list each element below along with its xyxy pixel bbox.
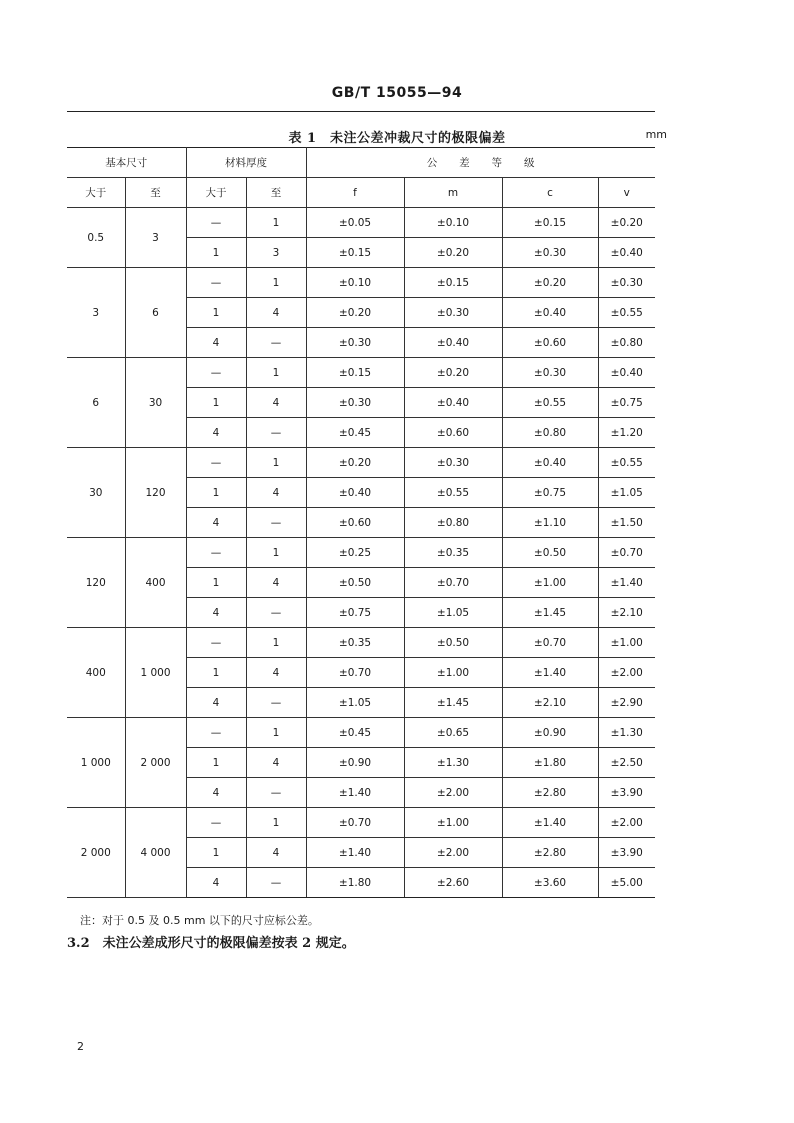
grade-f-cell: ±0.90 (306, 748, 404, 778)
grade-f-cell: ±0.15 (306, 358, 404, 388)
grade-c-cell: ±0.15 (502, 208, 598, 238)
grade-v-cell: ±2.90 (598, 688, 655, 718)
grade-v-cell: ±0.55 (598, 298, 655, 328)
grade-c-cell: ±2.80 (502, 778, 598, 808)
thickness-over-cell: — (186, 628, 246, 658)
thickness-over-cell: 4 (186, 598, 246, 628)
thickness-over-cell: 1 (186, 388, 246, 418)
grade-f-cell: ±0.30 (306, 328, 404, 358)
grade-v-cell: ±0.80 (598, 328, 655, 358)
thickness-to-cell: 1 (246, 808, 306, 838)
thickness-over-cell: — (186, 268, 246, 298)
standard-header: GB/T 15055—94 (331, 85, 463, 101)
table-caption: 表 1 未注公差冲裁尺寸的极限偏差 (288, 131, 506, 146)
grade-m-cell: ±0.20 (404, 238, 502, 268)
thickness-over-cell: 1 (186, 238, 246, 268)
thickness-to-cell: 1 (246, 448, 306, 478)
table-row (67, 208, 655, 238)
grade-v-cell: ±0.30 (598, 268, 655, 298)
thickness-to-cell: 1 (246, 538, 306, 568)
grade-c-cell: ±0.70 (502, 628, 598, 658)
grade-v-cell: ±0.75 (598, 388, 655, 418)
table-row (67, 538, 655, 568)
grade-c-cell: ±1.40 (502, 658, 598, 688)
thickness-over-cell: 4 (186, 508, 246, 538)
thickness-to-cell: 1 (246, 358, 306, 388)
thickness-over-cell: 1 (186, 568, 246, 598)
thickness-to-cell: 4 (246, 748, 306, 778)
thickness-over-header: 大于 (186, 178, 246, 208)
grade-f-cell: ±0.60 (306, 508, 404, 538)
grade-f-header: f (306, 178, 404, 208)
thickness-to-cell: 1 (246, 208, 306, 238)
thickness-over-cell: 1 (186, 838, 246, 868)
grade-m-cell: ±0.40 (404, 388, 502, 418)
basic-size-header: 基本尺寸 (67, 148, 186, 178)
grade-v-cell: ±1.05 (598, 478, 655, 508)
grade-c-cell: ±0.30 (502, 238, 598, 268)
thickness-to-cell: 4 (246, 298, 306, 328)
table-unit: mm (645, 128, 667, 141)
grade-v-cell: ±0.20 (598, 208, 655, 238)
grade-m-cell: ±1.00 (404, 808, 502, 838)
thickness-to-cell: 4 (246, 478, 306, 508)
grade-f-cell: ±0.45 (306, 718, 404, 748)
grade-c-header: c (502, 178, 598, 208)
grade-v-cell: ±2.50 (598, 748, 655, 778)
grade-m-cell: ±0.35 (404, 538, 502, 568)
grade-m-header: m (404, 178, 502, 208)
grade-f-cell: ±0.50 (306, 568, 404, 598)
grade-f-cell: ±0.75 (306, 598, 404, 628)
grade-v-cell: ±3.90 (598, 838, 655, 868)
grade-v-cell: ±1.30 (598, 718, 655, 748)
grade-c-cell: ±0.55 (502, 388, 598, 418)
grade-m-cell: ±0.15 (404, 268, 502, 298)
grade-v-cell: ±1.20 (598, 418, 655, 448)
grade-v-cell: ±1.50 (598, 508, 655, 538)
grade-v-cell: ±1.00 (598, 628, 655, 658)
size-to-cell: 120 (125, 448, 186, 538)
thickness-over-cell: 4 (186, 868, 246, 898)
table-row (67, 268, 655, 298)
grade-v-cell: ±5.00 (598, 868, 655, 898)
grade-v-cell: ±0.40 (598, 358, 655, 388)
thickness-over-cell: — (186, 448, 246, 478)
grade-v-header: v (598, 178, 655, 208)
grade-m-cell: ±0.10 (404, 208, 502, 238)
grade-c-cell: ±0.60 (502, 328, 598, 358)
grade-m-cell: ±2.00 (404, 838, 502, 868)
thickness-over-cell: — (186, 808, 246, 838)
thickness-over-cell: 4 (186, 688, 246, 718)
size-to-cell: 1 000 (125, 628, 186, 718)
size-over-cell: 0.5 (67, 208, 125, 268)
thickness-over-cell: 1 (186, 298, 246, 328)
grade-m-cell: ±2.00 (404, 778, 502, 808)
grade-m-cell: ±0.55 (404, 478, 502, 508)
thickness-over-cell: — (186, 718, 246, 748)
size-over-cell: 2 000 (67, 808, 125, 898)
thickness-over-cell: 1 (186, 478, 246, 508)
thickness-over-cell: 1 (186, 658, 246, 688)
thickness-to-cell: — (246, 508, 306, 538)
thickness-to-cell: 4 (246, 388, 306, 418)
grade-f-cell: ±0.70 (306, 808, 404, 838)
grade-m-cell: ±0.70 (404, 568, 502, 598)
grade-m-cell: ±0.80 (404, 508, 502, 538)
size-over-cell: 400 (67, 628, 125, 718)
grade-f-cell: ±0.45 (306, 418, 404, 448)
header-rule (67, 111, 655, 112)
table-note: 注：对于 0.5 及 0.5 mm 以下的尺寸应标公差。 (80, 914, 319, 927)
thickness-to-cell: — (246, 328, 306, 358)
grade-m-cell: ±0.40 (404, 328, 502, 358)
grade-f-cell: ±1.40 (306, 838, 404, 868)
grade-c-cell: ±2.80 (502, 838, 598, 868)
thickness-over-cell: 4 (186, 418, 246, 448)
size-to-cell: 3 (125, 208, 186, 268)
table-row (67, 808, 655, 838)
grade-c-cell: ±3.60 (502, 868, 598, 898)
grade-m-cell: ±1.00 (404, 658, 502, 688)
grade-v-cell: ±0.40 (598, 238, 655, 268)
size-to-header: 至 (125, 178, 186, 208)
grade-header: 公 差 等 级 (306, 148, 655, 178)
thickness-to-cell: — (246, 418, 306, 448)
grade-m-cell: ±1.05 (404, 598, 502, 628)
grade-v-cell: ±2.00 (598, 658, 655, 688)
thickness-over-cell: — (186, 358, 246, 388)
grade-c-cell: ±0.50 (502, 538, 598, 568)
grade-c-cell: ±0.40 (502, 448, 598, 478)
size-over-cell: 120 (67, 538, 125, 628)
grade-f-cell: ±1.80 (306, 868, 404, 898)
grade-c-cell: ±2.10 (502, 688, 598, 718)
grade-c-cell: ±1.00 (502, 568, 598, 598)
thickness-over-cell: 4 (186, 328, 246, 358)
size-over-cell: 6 (67, 358, 125, 448)
grade-v-cell: ±3.90 (598, 778, 655, 808)
thickness-to-cell: — (246, 868, 306, 898)
grade-f-cell: ±0.40 (306, 478, 404, 508)
grade-c-cell: ±0.80 (502, 418, 598, 448)
grade-v-cell: ±2.00 (598, 808, 655, 838)
size-to-cell: 4 000 (125, 808, 186, 898)
thickness-to-cell: 4 (246, 658, 306, 688)
grade-c-cell: ±0.75 (502, 478, 598, 508)
grade-m-cell: ±2.60 (404, 868, 502, 898)
grade-m-cell: ±0.50 (404, 628, 502, 658)
size-to-cell: 6 (125, 268, 186, 358)
grade-c-cell: ±0.30 (502, 358, 598, 388)
thickness-over-cell: 1 (186, 748, 246, 778)
thickness-to-cell: 4 (246, 838, 306, 868)
table-row (67, 358, 655, 388)
size-over-cell: 30 (67, 448, 125, 538)
grade-c-cell: ±1.80 (502, 748, 598, 778)
thickness-to-cell: — (246, 688, 306, 718)
grade-f-cell: ±0.15 (306, 238, 404, 268)
table-body (67, 208, 655, 898)
size-over-cell: 3 (67, 268, 125, 358)
thickness-header: 材料厚度 (186, 148, 306, 178)
thickness-over-cell: — (186, 538, 246, 568)
grade-c-cell: ±0.90 (502, 718, 598, 748)
grade-v-cell: ±0.70 (598, 538, 655, 568)
thickness-to-cell: — (246, 778, 306, 808)
grade-v-cell: ±0.55 (598, 448, 655, 478)
thickness-to-cell: — (246, 598, 306, 628)
thickness-to-cell: 4 (246, 568, 306, 598)
grade-c-cell: ±0.40 (502, 298, 598, 328)
thickness-to-cell: 1 (246, 718, 306, 748)
section-3-2: 3.2 未注公差成形尺寸的极限偏差按表 2 规定。 (67, 936, 355, 951)
grade-f-cell: ±0.05 (306, 208, 404, 238)
grade-f-cell: ±0.35 (306, 628, 404, 658)
grade-c-cell: ±0.20 (502, 268, 598, 298)
grade-f-cell: ±0.20 (306, 448, 404, 478)
thickness-to-cell: 1 (246, 628, 306, 658)
thickness-to-cell: 1 (246, 268, 306, 298)
grade-f-cell: ±1.05 (306, 688, 404, 718)
size-over-header: 大于 (67, 178, 125, 208)
grade-m-cell: ±0.30 (404, 448, 502, 478)
grade-m-cell: ±0.30 (404, 298, 502, 328)
thickness-to-header: 至 (246, 178, 306, 208)
grade-v-cell: ±2.10 (598, 598, 655, 628)
grade-f-cell: ±1.40 (306, 778, 404, 808)
table-row (67, 628, 655, 658)
size-over-cell: 1 000 (67, 718, 125, 808)
header-row-2 (67, 178, 655, 208)
table-row (67, 718, 655, 748)
grade-v-cell: ±1.40 (598, 568, 655, 598)
grade-m-cell: ±1.30 (404, 748, 502, 778)
grade-m-cell: ±0.20 (404, 358, 502, 388)
grade-c-cell: ±1.45 (502, 598, 598, 628)
grade-m-cell: ±0.65 (404, 718, 502, 748)
page-number: 2 (77, 1040, 84, 1053)
grade-f-cell: ±0.25 (306, 538, 404, 568)
grade-f-cell: ±0.30 (306, 388, 404, 418)
grade-f-cell: ±0.10 (306, 268, 404, 298)
grade-m-cell: ±0.60 (404, 418, 502, 448)
grade-f-cell: ±0.70 (306, 658, 404, 688)
size-to-cell: 30 (125, 358, 186, 448)
grade-c-cell: ±1.40 (502, 808, 598, 838)
header-row-1 (67, 148, 655, 178)
size-to-cell: 2 000 (125, 718, 186, 808)
grade-c-cell: ±1.10 (502, 508, 598, 538)
tolerance-table (67, 147, 655, 898)
thickness-over-cell: 4 (186, 778, 246, 808)
thickness-over-cell: — (186, 208, 246, 238)
table-row (67, 448, 655, 478)
grade-f-cell: ±0.20 (306, 298, 404, 328)
thickness-to-cell: 3 (246, 238, 306, 268)
size-to-cell: 400 (125, 538, 186, 628)
grade-m-cell: ±1.45 (404, 688, 502, 718)
